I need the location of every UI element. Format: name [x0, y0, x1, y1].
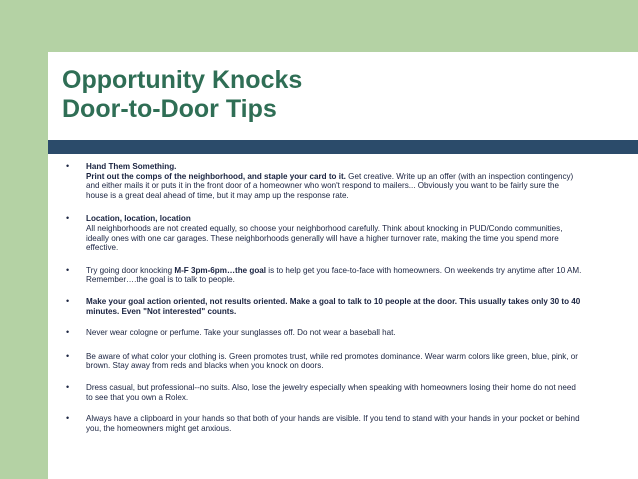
tip-heading: Location, location, location	[86, 214, 191, 224]
tip-item-8	[62, 414, 582, 433]
bullet-icon: •	[66, 350, 70, 361]
bullet-icon: •	[66, 161, 70, 171]
bullet-icon: •	[66, 381, 70, 392]
tip-text: Dress casual, but professional--no suits. Also, lose the jewelry especially when speaking with homeowners losing their home do not need to see that you own a Rolex.	[86, 382, 576, 402]
tip-item-7	[62, 383, 582, 402]
tip-bold-text: Print out the comps of the neighborhood, and staple your card to it.	[86, 171, 346, 181]
tip-item-6	[62, 352, 582, 371]
bullet-icon: •	[66, 295, 70, 306]
tip-bold-text: M-F 3pm-6pm…the goal	[174, 265, 267, 275]
slide-title-line-2: Door-to-Door Tips	[62, 95, 277, 123]
tip-text: All neighborhoods are not created equally, so choose your neighborhood carefully. Think about knocking in PUD/Condo communities, ideally ones with one car garages. These neighborhoods generally will have a higher turnover rate, making the time you spend more effective.	[86, 223, 563, 253]
tip-text: Always have a clipboard in your hands so that both of your hands are visible. If you tend to stand with your hands in your pocket or behind you, the homeowners might get anxious.	[86, 414, 580, 433]
tip-text: Be aware of what color your clothing is. Green promotes trust, while red promotes dominance. Wear warm colors like green, blue, pink, or brown. Stay away from reds and blacks when you knock on doors.	[86, 351, 578, 371]
tip-item-3	[62, 266, 582, 285]
bullet-icon: •	[66, 213, 70, 224]
tip-text: is to help get you face-to-face with homeowners. On weekends try anytime after 10 AM. Remember….the goal is to talk to people.	[86, 265, 582, 285]
slide-title	[62, 66, 302, 124]
tip-item-1	[62, 162, 582, 200]
bullet-icon: •	[66, 264, 70, 275]
tip-item-5	[62, 328, 582, 338]
tip-text: Try going door knocking	[86, 265, 175, 275]
slide-title-line-1: Opportunity Knocks	[62, 66, 303, 94]
tip-text: Get creative. Write up an offer (with an inspection contingency) and either mails it or puts it in the front door of a homeowner who won't respond to mailers... Obviously you want to be fairly sure the house is a great deal ahead of time, but it may amp up the response rate.	[86, 171, 574, 200]
tip-heading: Hand Them Something.	[86, 162, 177, 171]
tip-item-2	[62, 214, 582, 252]
bullet-icon: •	[66, 413, 70, 424]
tip-item-4	[62, 297, 582, 316]
sidebar-accent	[0, 0, 48, 479]
tips-list	[62, 162, 582, 433]
tip-bold-text: Make your goal action oriented, not results oriented. Make a goal to talk to 10 people at the door. This usually takes only 30 to 40 minutes. Even "Not interested" counts.	[86, 296, 581, 316]
title-divider	[48, 140, 638, 154]
bullet-icon: •	[66, 327, 70, 338]
tip-text: Never wear cologne or perfume. Take your sunglasses off. Do not wear a baseball hat.	[86, 328, 396, 338]
